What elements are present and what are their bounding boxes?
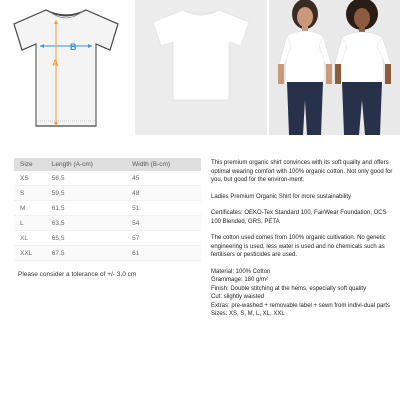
length-cell: 59,5	[46, 186, 126, 201]
spec-finish: Finish: Double stitching at the hems, especially soft quality	[211, 285, 367, 292]
table-row	[14, 246, 201, 261]
model-photo	[269, 0, 400, 135]
col-size: Size	[14, 158, 46, 171]
certificates: Certificates: OEKO-Tex Standard 100, FairWear Foundation, OCS 100 Blended, GRS, PETA	[211, 210, 387, 225]
label-b: B	[70, 42, 77, 52]
table-row	[14, 216, 201, 231]
size-table-header	[14, 158, 201, 171]
white-tshirt-icon	[135, 0, 267, 135]
size-cell: XXL	[14, 246, 46, 261]
product-description	[211, 159, 393, 319]
tshirt-sketch-icon	[0, 0, 133, 135]
label-a: A	[52, 58, 59, 68]
width-cell: 61	[126, 246, 201, 261]
product-flat-image	[135, 0, 267, 135]
spec-extras: Extras: pre-washed + removable label + sewn from indivi-dual parts	[211, 302, 391, 309]
measurement-sketch	[0, 0, 133, 135]
size-cell: XL	[14, 231, 46, 246]
width-cell: 57	[126, 231, 201, 246]
width-cell: 51	[126, 201, 201, 216]
table-row	[14, 186, 201, 201]
tolerance-note: Please consider a tolerance of +/- 3,0 cm	[18, 271, 137, 278]
intro-text: This premium organic shirt convinces with its soft quality and offers optimal wearing comfort with 100% organic cotton. Not only good for you, but good for the environ-ment.	[211, 160, 393, 184]
two-models-image	[269, 0, 400, 135]
cotton-note: The cotton used comes from 100% organic cultivation. No genetic engineering is used, less water is used and no chemicals such as fertilisers or pesticides are used.	[211, 235, 386, 259]
size-cell: M	[14, 201, 46, 216]
spec-material: Material: 100% Cotton	[211, 268, 271, 275]
product-name: Ladies Premium Organic Shirt for more sustainability	[211, 193, 352, 200]
spec-cut: Cut: slightly waisted	[211, 294, 265, 301]
table-row	[14, 201, 201, 216]
length-cell: 56,5	[46, 171, 126, 186]
width-cell: 48	[126, 186, 201, 201]
size-cell: XS	[14, 171, 46, 186]
spec-sizes: Sizes: XS, S, M, L, XL, XXL	[211, 311, 285, 318]
spec-grammage: Grammage: 180 g/m²	[211, 277, 269, 284]
size-cell: L	[14, 216, 46, 231]
table-row	[14, 171, 201, 186]
length-cell: 65,5	[46, 231, 126, 246]
length-cell: 61,5	[46, 201, 126, 216]
length-cell: 63,5	[46, 216, 126, 231]
width-cell: 45	[126, 171, 201, 186]
size-cell: S	[14, 186, 46, 201]
size-table	[14, 158, 201, 261]
length-cell: 67,5	[46, 246, 126, 261]
col-width: Width (B-cm)	[126, 158, 201, 171]
col-length: Length (A-cm)	[46, 158, 126, 171]
table-row	[14, 231, 201, 246]
width-cell: 54	[126, 216, 201, 231]
